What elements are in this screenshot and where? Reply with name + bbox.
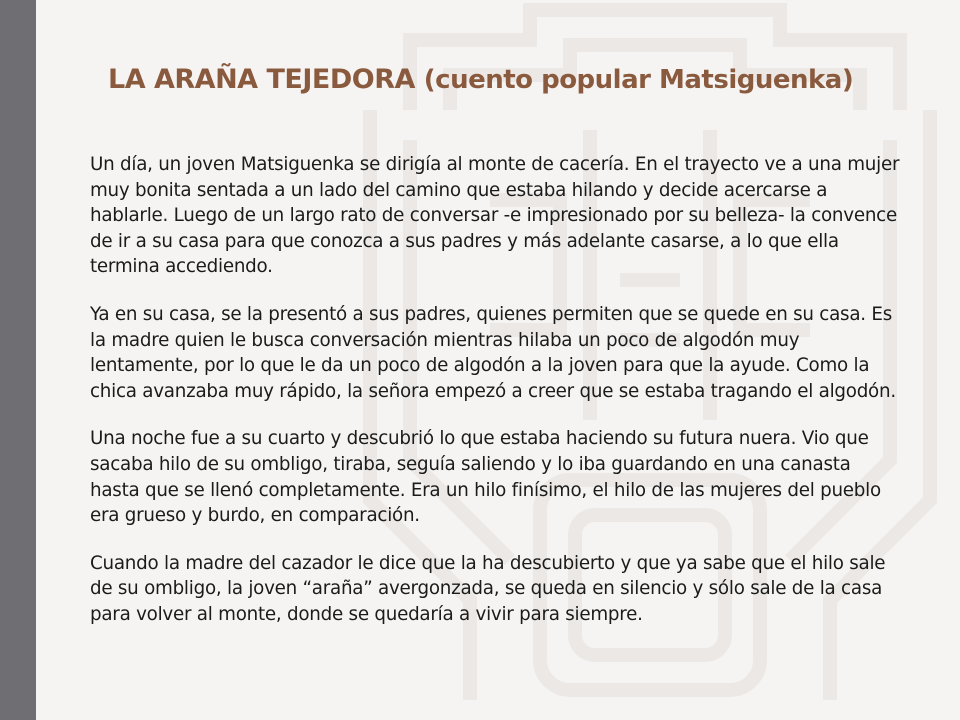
story-body (90, 152, 902, 650)
paragraph-2: Ya en su casa, se la presentó a sus padres, quienes permiten que se quede en su casa. Es la madre quien le busca conversación mientras hilaba un poco de algodón muy lentamente, por lo que le da un poco de algodón a la joven para que la ayude. Como la chica avanzaba muy rápido, la señora empezó a creer que se estaba tragando el algodón. (90, 303, 896, 402)
paragraph-3: Una noche fue a su cuarto y descubrió lo que estaba haciendo su futura nuera. Vio que sacaba hilo de su ombligo, tiraba, seguía saliendo y lo iba guardando en una canasta hasta que se llenó completamente. Era un hilo finísimo, el hilo de las mujeres del pueblo era grueso y burdo, en comparación. (90, 428, 881, 527)
title-main: LA ARAÑA TEJEDORA (108, 64, 415, 95)
slide-title (108, 64, 908, 95)
title-subtitle: (cuento popular Matsiguenka) (423, 65, 854, 95)
left-accent-bar (0, 0, 36, 720)
paragraph-1: Un día, un joven Matsiguenka se dirigía al monte de cacería. En el trayecto ve a una mujer muy bonita sentada a un lado del camino que estaba hilando y decide acercarse a hablarle. Luego de un largo rato de conversar -e impresionado por su belleza- la convence de ir a su casa para que conozca a sus padres y más adelante casarse, a lo que ella termina accediendo. (90, 154, 900, 278)
paragraph-4: Cuando la madre del cazador le dice que la ha descubierto y que ya sabe que el hilo sale de su ombligo, la joven “araña” avergonzada, se queda en silencio y sólo sale de la casa para volver al monte, donde se quedaría a vivir para siempre. (90, 552, 886, 625)
